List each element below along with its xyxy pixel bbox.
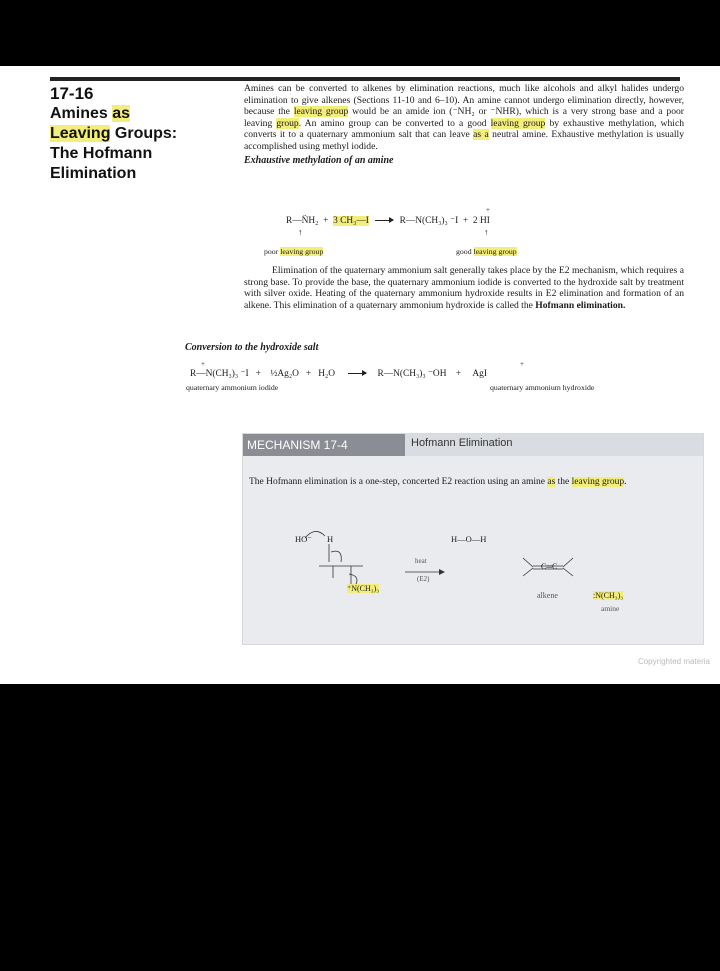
mechanism-tab: MECHANISM 17-4 — [243, 434, 405, 456]
eq2-byproduct: AgI — [472, 369, 487, 379]
alkene-label: alkene — [537, 591, 558, 600]
water-product: H—O—H — [451, 534, 487, 544]
intro-text-2: would be an amide ion (⁻NH₂ or ⁻NHR), which is a very strong base and a poor leaving — [244, 106, 684, 129]
trimethylammonium-leaving-group: ⁺N(CH₃)₃ — [347, 584, 380, 593]
copyright-watermark: Copyrighted materia — [637, 657, 710, 666]
alkene-sub-4 — [563, 568, 573, 576]
eq2-charge-left: + — [201, 360, 205, 368]
textbook-page — [0, 66, 720, 684]
mech-text-2: the — [555, 477, 572, 487]
hofmann-elimination-term: Hofmann elimination. — [535, 299, 626, 311]
eq2-reagent: ½Ag₂O — [270, 369, 299, 379]
conversion-caption: Conversion to the hydroxide salt — [185, 342, 319, 353]
mechanism-title: Hofmann Elimination — [411, 437, 513, 449]
hydroxide-equation — [190, 368, 487, 379]
alkene-sub-3 — [563, 558, 573, 567]
intro-text-3: . An amino group can be converted to a good — [298, 117, 491, 129]
mech-highlight-as: as — [547, 477, 556, 487]
eq1-label-good-highlight: leaving group — [473, 247, 517, 256]
mech-text-3: . — [624, 477, 627, 487]
eq1-label-poor-highlight: leaving group — [280, 247, 324, 256]
eq1-up-arrow-left: ↑ — [298, 227, 303, 237]
eq2-arrow — [348, 373, 366, 374]
section-rule — [50, 77, 680, 81]
intro-highlight-2: group — [276, 117, 299, 129]
title-as-highlight: as — [112, 105, 131, 122]
hofmann-paragraph — [244, 265, 684, 311]
para2-text: Elimination of the quaternary ammonium salt generally takes place by the E2 mechanism, which requires a strong base. To provide the base, the quaternary ammonium iodide is converted to the hydroxide salt by treatment with silver oxide. Heating of the quaternary ammonium hydroxide results in E2 elimination and formation of an alkene. This elimination of a quaternary ammonium hydroxide is called the — [244, 265, 684, 311]
section-title-line4: Elimination — [50, 165, 137, 182]
eq1-label-good-text: good — [456, 247, 474, 256]
electron-arrow — [331, 551, 341, 562]
eq1-reactant: R—N̈H₂ — [286, 216, 319, 226]
title-groups: Groups: — [110, 125, 178, 142]
section-title-line3: The Hofmann — [50, 145, 153, 162]
heat-label: heat — [415, 557, 427, 565]
mechanism-description — [249, 476, 679, 488]
eq1-reagent: 3 CH₃—I — [333, 216, 369, 226]
title-leaving-highlight: Leaving — [50, 125, 111, 142]
eq2-plus-1: + — [255, 369, 261, 379]
intro-text-5: neutral amine. Exhaustive methylation is usually accomplished using methyl iodide. — [244, 129, 685, 152]
eq1-label-poor-text: poor — [264, 247, 281, 256]
section-number: 17-16 — [50, 84, 94, 103]
intro-text-1: Amines can be converted to alkenes by elimination reactions, much like alcohols and alkyl halides undergo elimination to give alkenes (Sections 11-10 and 6–10). An amine cannot undergo elimination directly, however, because the — [244, 83, 684, 117]
alkene-sub-2 — [523, 568, 533, 576]
e2-label: (E2) — [417, 575, 430, 583]
methylation-caption: Exhaustive methylation of an amine — [244, 155, 394, 166]
eq2-reactant: R—N(CH₃)₃ ⁻I — [190, 369, 249, 379]
mech-highlight-leaving-group: leaving group — [571, 477, 625, 487]
heat-arrowhead — [439, 569, 445, 575]
eq1-product: R—N(CH₃)₃ ⁻I — [399, 216, 459, 226]
carbon-double-bond: C═C — [541, 562, 558, 571]
intro-highlight-4: as a — [473, 129, 489, 140]
eq1-plus-2: + — [462, 216, 469, 226]
eq1-up-arrow-right: ↑ — [484, 227, 489, 237]
amine-label: amine — [601, 604, 620, 613]
eq1-plus-1: + — [323, 216, 329, 226]
eq1-positive-charge: + — [486, 206, 490, 214]
hydroxide-ion: HO⁻ — [295, 534, 312, 544]
beta-hydrogen: H — [327, 534, 334, 544]
intro-text-4: by exhaustive methylation, which converts it to a quaternary ammonium salt that can leave — [244, 117, 684, 140]
section-title-line1 — [50, 104, 225, 124]
intro-paragraph — [244, 83, 684, 167]
eq2-label-hydroxide: quaternary ammonium hydroxide — [490, 383, 595, 392]
eq2-product: R—N(CH₃)₃ ⁻OH — [377, 369, 447, 379]
alkene-sub-1 — [523, 558, 533, 567]
eq2-plus-2: + — [305, 369, 312, 379]
mech-text-1: The Hofmann elimination is a one-step, concerted E2 reaction using an amine — [249, 477, 548, 487]
mechanism-box — [242, 433, 704, 645]
eq1-byproduct: 2 HI — [472, 216, 490, 226]
section-title-line2 — [50, 124, 225, 144]
eq2-plus-3: + — [455, 369, 462, 379]
eq1-arrow — [375, 220, 393, 221]
section-heading — [50, 84, 225, 184]
eq1-label-poor — [264, 247, 323, 256]
title-amines: Amines — [50, 105, 113, 122]
amine-formula: :N(CH₃)₃ — [593, 591, 624, 600]
methylation-equation — [286, 215, 490, 226]
intro-highlight-3: leaving group — [490, 117, 546, 129]
eq2-label-iodide: quaternary ammonium iodide — [186, 383, 279, 392]
eq1-label-good — [456, 247, 517, 256]
intro-highlight-1: leaving group — [293, 106, 349, 117]
eq2-water: H₂O — [318, 369, 336, 379]
eq2-charge-right: + — [520, 360, 524, 368]
